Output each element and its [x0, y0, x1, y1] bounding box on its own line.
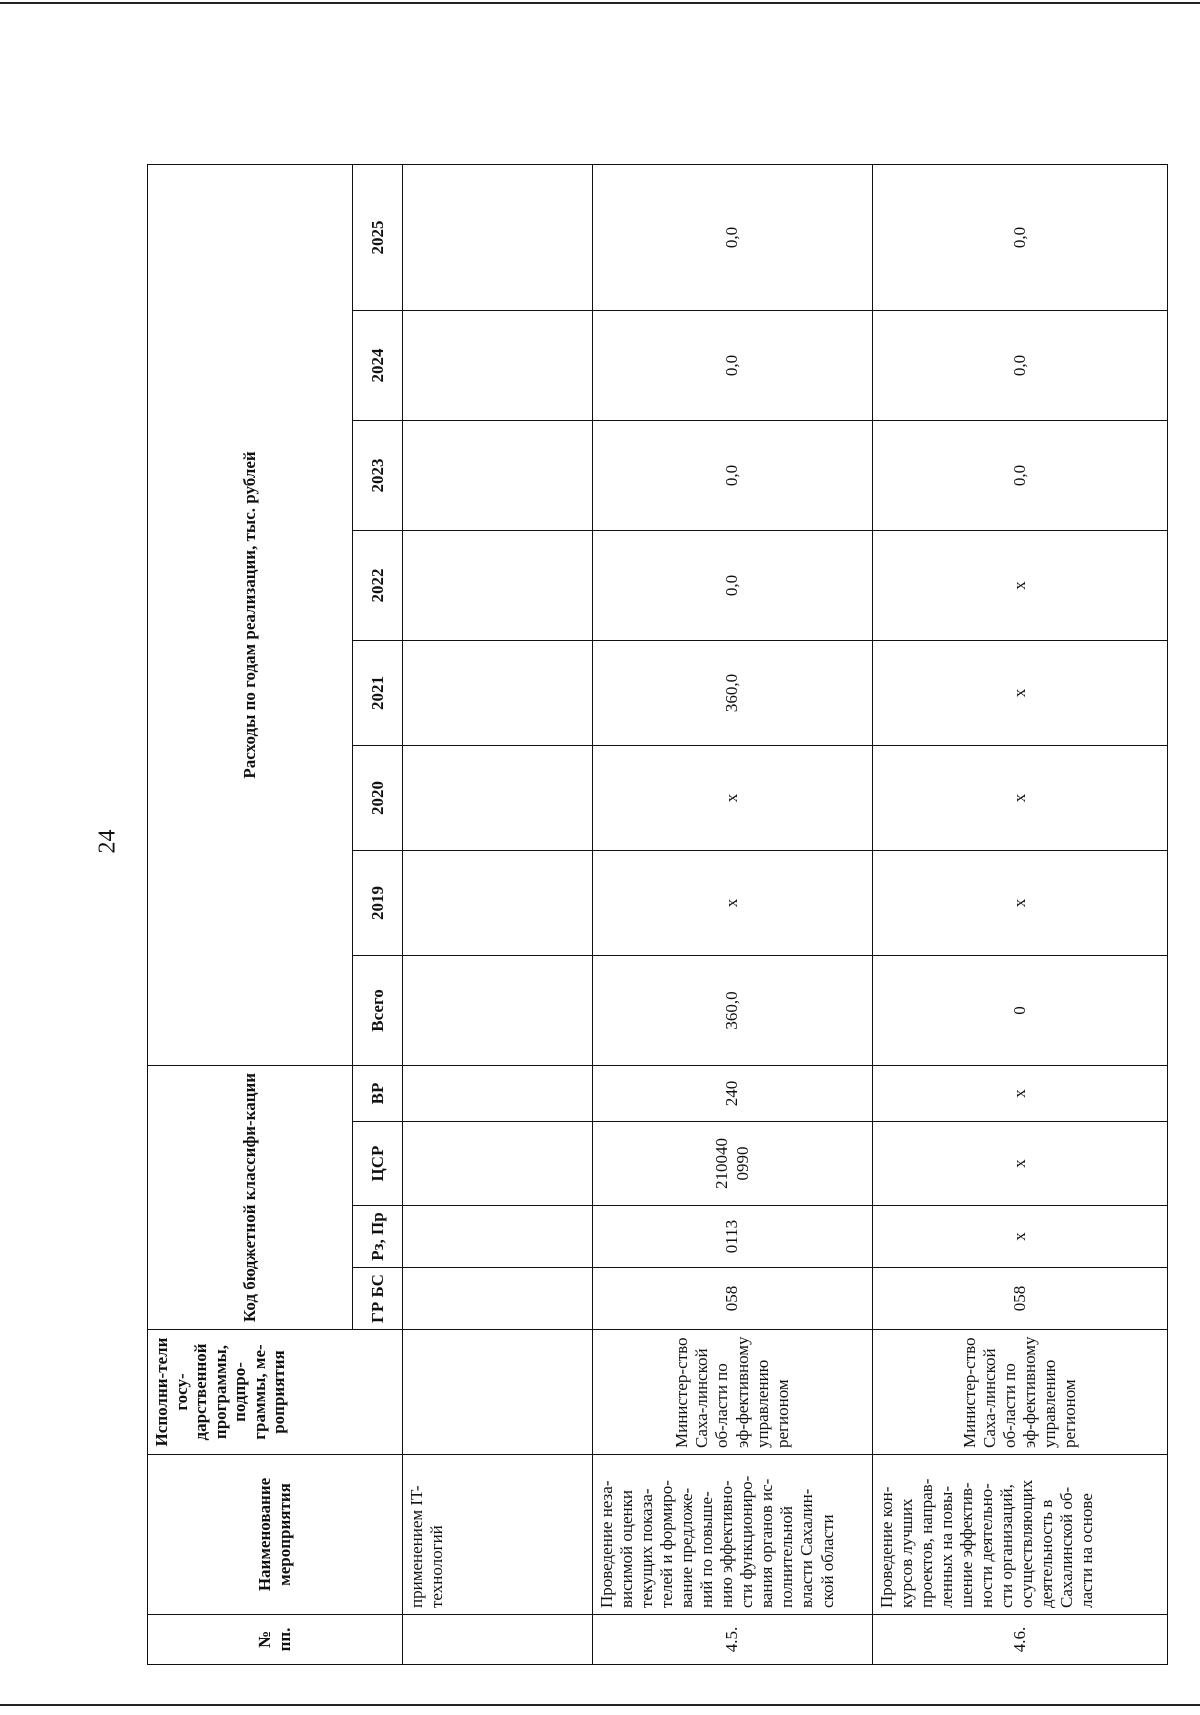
row-num: 4.5. — [593, 1615, 873, 1665]
row-2020: х — [873, 745, 1168, 850]
header-num: № пп. — [148, 1615, 403, 1665]
row-name: применением IT-технологий — [403, 1455, 593, 1615]
row-num: 4.6. — [873, 1615, 1168, 1665]
header-2020: 2020 — [353, 745, 403, 850]
row-vr: х — [873, 1065, 1168, 1121]
header-csr: ЦСР — [353, 1122, 403, 1206]
row-name: Проведение неза-висимой оценки текущих показа-телей и формиро-вание предложе-ний по повыше-нию эффективно-сти функциониро-вания органов ис-полнительной власти Сахалин-ской области — [593, 1455, 873, 1615]
row-2024: 0,0 — [873, 310, 1168, 420]
header-name: Наименование мероприятия — [148, 1455, 403, 1615]
row-csr: 210040 0990 — [593, 1122, 873, 1206]
header-2019: 2019 — [353, 850, 403, 955]
row-2019: х — [873, 850, 1168, 955]
table-row-continuation — [403, 164, 593, 1664]
header-total: Всего — [353, 955, 403, 1065]
row-2025: 0,0 — [593, 164, 873, 310]
row-2022: 0,0 — [593, 530, 873, 640]
row-grbs: 058 — [593, 1268, 873, 1330]
row-2023: 0,0 — [873, 420, 1168, 530]
row-2020: х — [593, 745, 873, 850]
budget-table-rotated — [147, 165, 1167, 1665]
header-expenses: Расходы по годам реализации, тыс. рублей — [148, 164, 353, 1065]
row-vr: 240 — [593, 1065, 873, 1121]
row-executor: Министер-ство Саха-линской об-ласти по эф-фективному управлению регионом — [873, 1330, 1168, 1455]
header-2025: 2025 — [353, 164, 403, 310]
header-2023: 2023 — [353, 420, 403, 530]
row-rzpr: 0113 — [593, 1206, 873, 1268]
header-2021: 2021 — [353, 640, 403, 745]
table-row — [593, 164, 873, 1664]
row-2021: 360,0 — [593, 640, 873, 745]
row-2019: х — [593, 850, 873, 955]
row-executor: Министер-ство Саха-линской об-ласти по эф-фективному управлению регионом — [593, 1330, 873, 1455]
row-total: 360,0 — [593, 955, 873, 1065]
row-2023: 0,0 — [593, 420, 873, 530]
header-2022: 2022 — [353, 530, 403, 640]
header-row-1 — [148, 164, 353, 1664]
header-executors: Исполни-тели госу-дарственной программы, подпро-граммы, ме-роприятия — [148, 1330, 403, 1455]
row-2022: х — [873, 530, 1168, 640]
row-total: 0 — [873, 955, 1168, 1065]
table-row — [873, 164, 1168, 1664]
row-grbs: 058 — [873, 1268, 1168, 1330]
scan-edge-bottom — [0, 1704, 1200, 1706]
scan-edge-top — [0, 2, 1200, 4]
header-vr: ВР — [353, 1065, 403, 1121]
header-grbs: ГР БС — [353, 1268, 403, 1330]
row-name: Проведение кон-курсов лучших проектов, направ-ленных на повы-шение эффектив-ности деятельно-сти организаций, осуществляющих деятельность в Сахалинской об-ласти на основе — [873, 1455, 1168, 1615]
header-budget-code: Код бюджетной классифи-кации — [148, 1065, 353, 1329]
row-rzpr: х — [873, 1206, 1168, 1268]
header-rzpr: Рз, Пр — [353, 1206, 403, 1268]
header-2024: 2024 — [353, 310, 403, 420]
page-number: 24 — [94, 829, 121, 854]
row-2025: 0,0 — [873, 164, 1168, 310]
row-csr: х — [873, 1122, 1168, 1206]
budget-table — [147, 164, 1168, 1665]
row-2021: х — [873, 640, 1168, 745]
row-2024: 0,0 — [593, 310, 873, 420]
